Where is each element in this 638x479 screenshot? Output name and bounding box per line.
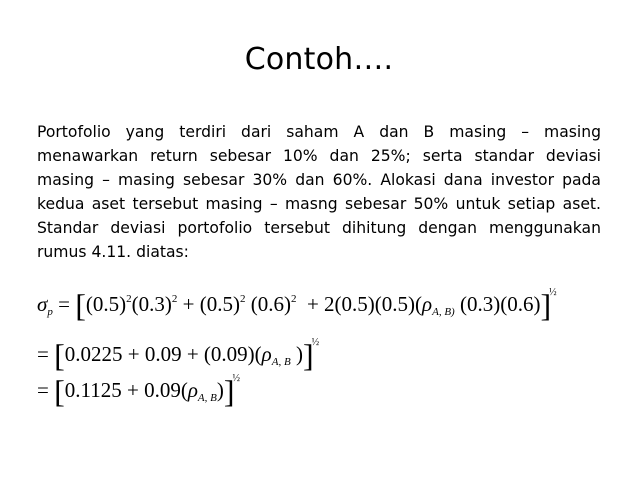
right-bracket: ] (540, 287, 552, 323)
half-exponent: ½ (232, 373, 241, 384)
left-bracket: [ (75, 287, 86, 323)
left-bracket: [ (54, 337, 65, 373)
expression: 0.1125 + 0.09( (64, 378, 188, 402)
equals-sign: = (37, 378, 49, 402)
term-c: + (0.5) (177, 292, 240, 316)
term-d-exponent: 2 (290, 293, 297, 305)
equals-sign: = (58, 292, 70, 316)
term-d: (0.6) (245, 292, 291, 316)
slide-paragraph: Portofolio yang terdiri dari saham A dan B masing – masing menawarkan return sebesar 10% dan 25%; serta standar deviasi masing – masing sebesar 30% dan 60%. Alokasi dana investor pada kedua aset tersebut masing – masng sebesar 50% untuk setiap aset. Standar deviasi portofolio tersebut dihitung dengan menggunakan rumus 4.11. diatas: (37, 123, 601, 261)
rho-subscript: A, B (197, 392, 217, 404)
rho-subscript: A, B) (432, 306, 455, 318)
expression: 0.0225 + 0.09 + (0.09)( (64, 342, 262, 366)
term-e: + 2(0.5)(0.5)( (296, 292, 423, 316)
equals-sign: = (37, 342, 49, 366)
term-a-exponent: 2 (126, 293, 132, 305)
half-exponent: ½ (549, 287, 557, 298)
rho-symbol: ρ (187, 378, 198, 402)
term-a: (0.5) (85, 292, 127, 316)
slide-title: Contoh…. (244, 42, 394, 77)
formula-line-1 (37, 288, 557, 321)
half-exponent: ½ (311, 337, 320, 348)
term-b-exponent: 2 (171, 293, 178, 305)
formula-line-2 (37, 338, 319, 371)
close-paren: ) (216, 378, 224, 402)
close-paren: ) (290, 342, 303, 366)
rho-symbol: ρ (261, 342, 272, 366)
right-bracket: ] (223, 373, 235, 409)
rho-subscript: A, B (271, 356, 291, 368)
sigma-symbol: σ (37, 292, 48, 316)
term-c-exponent: 2 (239, 293, 246, 305)
rho-symbol: ρ (422, 292, 433, 316)
right-bracket: ] (302, 337, 314, 373)
formula-line-3 (37, 374, 240, 407)
term-f: (0.3)(0.6) (454, 292, 541, 316)
sigma-subscript: p (47, 306, 53, 318)
term-b: (0.3) (131, 292, 172, 316)
left-bracket: [ (54, 373, 65, 409)
